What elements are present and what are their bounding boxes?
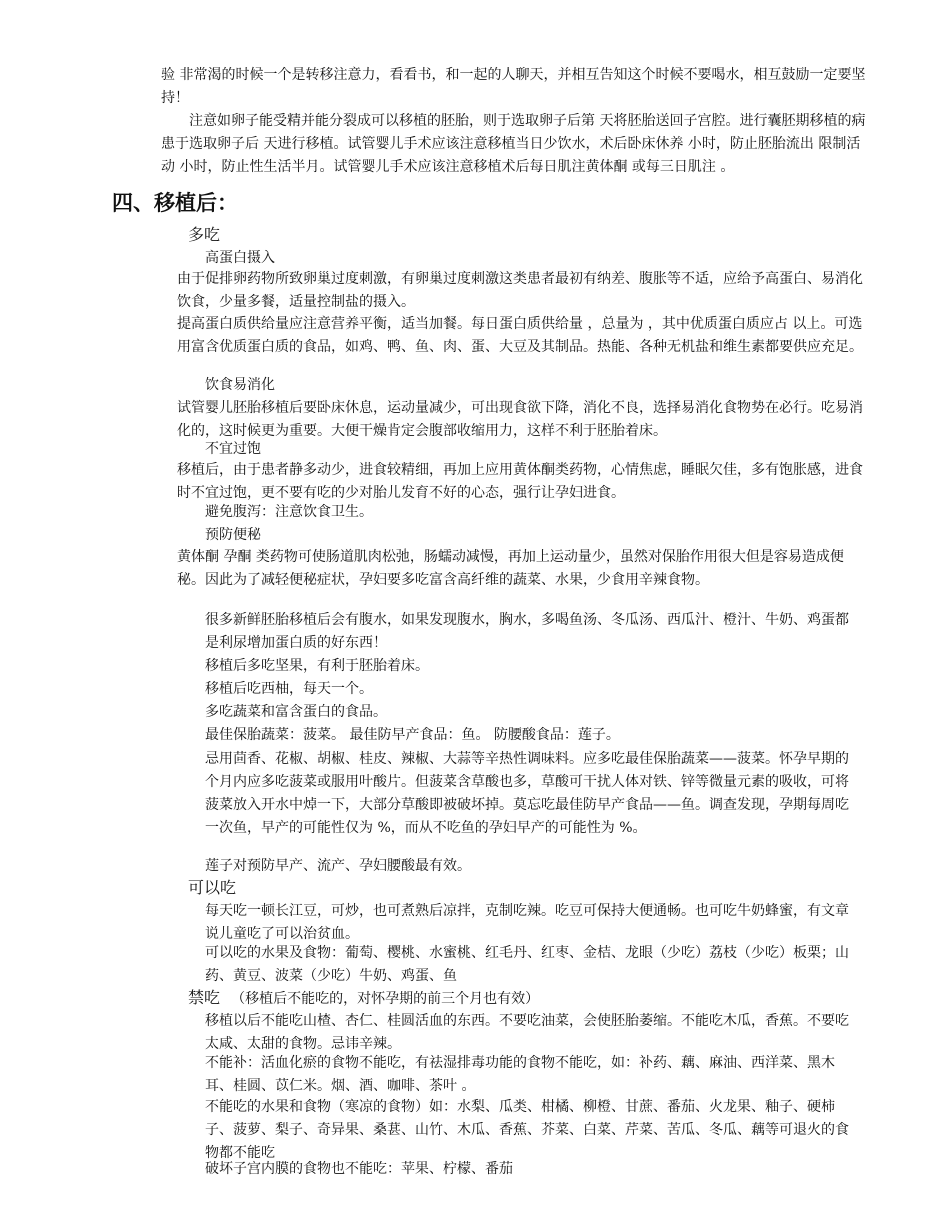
tip-nuts: 移植后多吃坚果，有利于胚胎着床。 — [205, 658, 429, 674]
constipation-subtitle: 预防便秘 — [205, 527, 261, 543]
tip-best-foods: 最佳保胎蔬菜：菠菜。 最佳防早产食品：鱼。 防腰酸食品：莲子。 — [205, 727, 620, 743]
forbidden-paragraph-3: 不能吃的水果和食物（寒凉的食物）如：水梨、瓜类、柑橘、柳橙、甘蔗、番茄、火龙果、釉子、硬柿子、菠萝、梨子、奇异果、桑葚、山竹、木瓜、香蕉、芥菜、白菜、芹菜、苦瓜、冬瓜、藕等可退火的食物都不能吃 — [205, 1099, 849, 1161]
digest-subtitle: 饮食易消化 — [205, 377, 275, 393]
forbidden-paragraph-1: 移植以后不能吃山楂、杏仁、桂圆活血的东西。不要吃油菜，会使胚胎萎缩。不能吃木瓜，香蕉。不要吃太咸、太甜的食物。忌讳辛辣。 — [205, 1013, 849, 1052]
intro-paragraph: 验 非常渴的时候一个是转移注意力，看看书，和一起的人聊天，并相互告知这个时候不要喝水，相互鼓励一定要坚持！ — [161, 67, 866, 106]
forbidden-paragraph-2: 不能补：活血化瘀的食物不能吃，有祛湿排毒功能的食物不能吃，如：补药、藕、麻油、西洋菜、黑木耳、桂圆、苡仁米。烟、酒、咖啡、茶叶 。 — [205, 1055, 835, 1094]
full-subtitle: 不宜过饱 — [205, 441, 261, 457]
forbidden-paragraph-4: 破坏子宫内膜的食物也不能吃：苹果、柠檬、番茄 — [205, 1161, 513, 1177]
tip-lotus-seed: 莲子对预防早产、流产、孕妇腰酸最有效。 — [205, 858, 471, 874]
protein-paragraph-1: 由于促排卵药物所致卵巢过度刺激，有卵巢过度刺激这类患者最初有纳差、腹胀等不适，应给予高蛋白、易消化饮食，少量多餐，适量控制盐的摄入。 — [177, 271, 863, 310]
tip-vegetables-protein: 多吃蔬菜和富含蛋白的食品。 — [205, 704, 387, 720]
transfer-notes-paragraph: 注意如卵子能受精并能分裂成可以移植的胚胎，则于选取卵子后第 天将胚胎送回子宫腔。进行囊胚期移植的病患于选取卵子后 天进行移植。试管婴儿手术应该注意移植当日少饮水，术后卧床休养 小时，防止胚胎流出 限制活动 小时，防止性生活半月。试管婴儿手术应该注意移植术后每日肌注黄体酮 或每三日肌注 。 — [161, 113, 866, 175]
can-eat-paragraph-1: 每天吃一顿长江豆，可炒，也可煮熟后凉拌，克制吃辣。吃豆可保持大便通畅。也可吃牛奶蜂蜜，有文章说儿童吃了可以治贫血。 — [205, 903, 849, 942]
constipation-paragraph: 黄体酮 孕酮 类药物可使肠道肌肉松弛，肠蠕动减慢，再加上运动量少，虽然对保胎作用很大但是容易造成便秘。因此为了减轻便秘症状，孕妇要多吃富含高纤维的蔬菜、水果，少食用辛辣食物。 — [177, 549, 844, 588]
protein-subtitle: 高蛋白摄入 — [205, 250, 275, 266]
tip-ascites: 很多新鲜胚胎移植后会有腹水，如果发现腹水，胸水，多喝鱼汤、冬瓜汤、西瓜汁、橙汁、牛奶、鸡蛋都是利尿增加蛋白质的好东西！ — [205, 612, 849, 651]
forbidden-heading-row — [188, 986, 539, 1011]
full-paragraph: 移植后，由于患者静多动少，进食较精细，再加上应用黄体酮类药物，心情焦虑，睡眠欠佳，多有饱胀感，进食时不宜过饱，更不要有吃的少对胎儿发育不好的心态，强行让孕妇进食。 — [177, 462, 863, 501]
section-title: 四、移植后： — [112, 190, 238, 215]
diarrhea-note: 避免腹泻：注意饮食卫生。 — [205, 504, 373, 520]
eat-more-heading: 多吃 — [188, 225, 221, 244]
digest-paragraph: 试管婴儿胚胎移植后要卧床休息，运动量减少，可出现食欲下降，消化不良，选择易消化食物势在必行。吃易消化的，这时候更为重要。大便干燥肯定会腹部收缩用力，这样不利于胚胎着床。 — [177, 400, 863, 439]
forbidden-heading-note: （移植后不能吃的，对怀孕期的前三个月也有效） — [231, 991, 540, 1007]
tip-grapefruit: 移植后吃西柚，每天一个。 — [205, 681, 373, 697]
forbidden-heading: 禁吃 — [188, 988, 221, 1007]
can-eat-heading: 可以吃 — [188, 878, 237, 897]
protein-paragraph-2: 提高蛋白质供给量应注意营养平衡，适当加餐。每日蛋白质供给量 ，总量为 ，其中优质蛋白质应占 以上。可选用富含优质蛋白质的食品，如鸡、鸭、鱼、肉、蛋、大豆及其制品。热能、各种无机盐和维生素都要供应充足。 — [177, 316, 863, 355]
can-eat-paragraph-2: 可以吃的水果及食物：葡萄、樱桃、水蜜桃、红毛丹、红枣、金桔、龙眼（少吃）荔枝（少吃）板栗；山药、黄豆、波菜（少吃）牛奶、鸡蛋、鱼 — [205, 945, 849, 984]
tip-spices-spinach-fish: 忌用茴香、花椒、胡椒、桂皮、辣椒、大蒜等辛热性调味料。应多吃最佳保胎蔬菜——菠菜。怀孕早期的 个月内应多吃菠菜或服用叶酸片。但菠菜含草酸也多，草酸可干扰人体对铁、锌等微量元素的吸收，可将菠菜放入开水中焯一下，大部分草酸即被破坏掉。莫忘吃最佳防早产食品——鱼。调查发现，孕期每周吃一次鱼，早产的可能性仅为 %，而从不吃鱼的孕妇早产的可能性为 %。 — [205, 751, 849, 836]
